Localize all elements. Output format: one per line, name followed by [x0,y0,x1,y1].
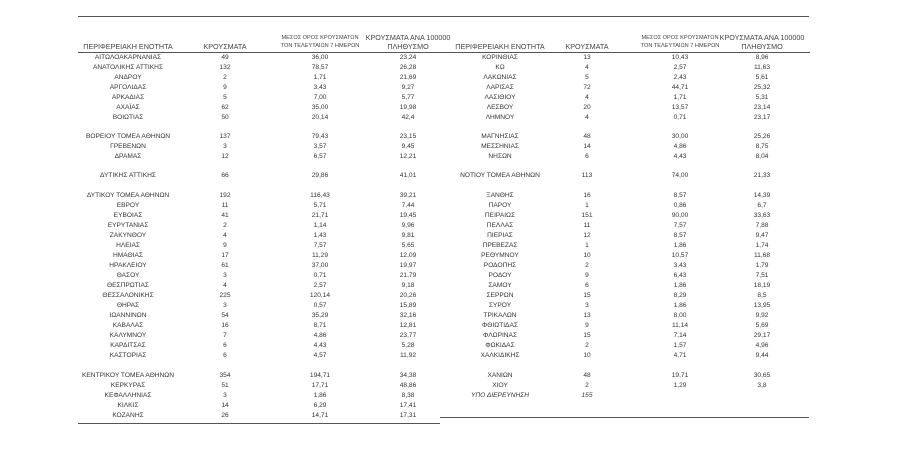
cell-region: ΗΛΕΙΑΣ [116,242,140,249]
cell-cases: 13 [583,54,591,61]
cell-per100k: 8,38 [401,392,415,399]
cell-cases: 16 [583,192,591,199]
cell-avg7: 74,00 [671,172,689,179]
cell-cases: 6 [585,282,589,289]
cell-cases: 9 [223,84,227,91]
cell-cases: 2 [585,262,589,269]
cell-cases: 9 [585,322,589,329]
cell-avg7: 1,71 [313,74,327,81]
cell-per100k: 9,44 [755,352,769,359]
cell-region: ΑΝΔΡΟΥ [114,74,142,81]
header-per100k-line1: ΚΡΟΥΣΜΑΤΑ ΑΝΑ 100000 [719,33,805,42]
cell-per100k: 7,44 [401,202,415,209]
cell-per100k: 8,75 [755,143,769,150]
cell-avg7: 6,43 [673,272,687,279]
cell-avg7: 4,43 [313,342,327,349]
cell-region: ΛΑΡΙΣΑΣ [486,84,514,91]
cell-per100k: 4,96 [755,342,769,349]
cell-region: ΧΑΛΚΙΔΙΚΗΣ [480,352,520,359]
cell-region: ΘΑΣΟΥ [116,272,140,279]
cell-cases: 4 [585,94,589,101]
cell-per100k: 5,77 [401,94,415,101]
cell-avg7: 8,29 [673,292,687,299]
top-rule [78,16,809,17]
cell-region: ΘΗΡΑΣ [116,302,140,309]
cell-avg7: 35,29 [311,312,329,319]
cell-avg7: 3,43 [313,84,327,91]
cell-cases: 41 [221,212,229,219]
cell-per100k: 48,86 [399,382,417,389]
cell-cases: 4 [585,64,589,71]
cell-avg7: 13,57 [671,104,689,111]
cell-cases: 192 [219,192,231,199]
cell-per100k: 9,18 [401,282,415,289]
header-per100k-line2: ΠΛΗΘΥΣΜΟ [741,42,783,51]
cell-cases: 5 [585,74,589,81]
cell-region: ΡΕΘΥΜΝΟΥ [481,252,519,259]
cell-region: ΔΥΤΙΚΟΥ ΤΟΜΕΑ ΑΘΗΝΩΝ [86,192,170,199]
cell-region: ΑΝΑΤΟΛΙΚΗΣ ΑΤΤΙΚΗΣ [93,64,163,71]
cell-avg7: 17,71 [311,382,329,389]
cell-region: ΠΡΕΒΕΖΑΣ [482,242,518,249]
cell-region: ΤΡΙΚΑΛΩΝ [483,312,517,319]
cell-avg7: 44,71 [671,84,689,91]
cell-avg7: 4,57 [313,352,327,359]
cell-per100k: 23,17 [753,114,771,121]
cell-per100k: 9,47 [755,232,769,239]
header-per100k-line1: ΚΡΟΥΣΜΑΤΑ ΑΝΑ 100000 [365,33,451,42]
cell-avg7: 7,00 [313,94,327,101]
cell-region: ΡΟΔΟΠΗΣ [483,262,517,269]
cell-avg7: 14,71 [311,412,329,419]
cell-cases: 2 [223,222,227,229]
cell-cases: 17 [221,252,229,259]
cell-avg7: 11,14 [671,322,688,329]
cell-avg7: 10,57 [671,252,689,259]
cell-cases: 9 [223,242,227,249]
header-cases: ΚΡΟΥΣΜΑΤΑ [565,42,609,51]
cell-region: ΦΩΚΙΔΑΣ [485,342,515,349]
cell-avg7: 30,00 [671,133,689,140]
cell-region: ΕΒΡΟΥ [116,202,140,209]
cell-cases: 3 [223,302,227,309]
cell-cases: 151 [581,212,593,219]
cell-avg7: 2,43 [673,74,687,81]
cell-per100k: 39,21 [399,192,417,199]
cell-cases: 1 [585,242,589,249]
cell-region: ΚΑΣΤΟΡΙΑΣ [109,352,147,359]
cell-avg7: 79,43 [311,133,329,140]
cell-avg7: 4,86 [313,332,327,339]
cell-region: ΦΘΙΩΤΙΔΑΣ [482,322,518,329]
cell-region: ΒΟΙΩΤΙΑΣ [112,114,144,121]
cell-region: ΝΗΣΩΝ [488,153,512,160]
cell-cases: 4 [223,232,227,239]
cell-cases: 54 [221,312,229,319]
cell-region: ΚΕΦΑΛΛΗΝΙΑΣ [104,392,152,399]
cell-region: ΧΙΟΥ [492,382,508,389]
cell-per100k: 1,74 [755,242,769,249]
cell-cases: 2 [585,342,589,349]
cell-avg7: 8,71 [313,322,327,329]
cell-per100k: 5,69 [755,322,769,329]
cell-cases: 155 [581,392,593,399]
cell-avg7: 29,86 [311,172,329,179]
cell-avg7: 5,71 [313,202,327,209]
cell-cases: 6 [585,153,589,160]
cell-per100k: 32,16 [399,312,417,319]
cell-per100k: 1,79 [755,262,769,269]
cell-region: ΗΡΑΚΛΕΙΟΥ [109,262,147,269]
cell-avg7: 1,86 [673,302,687,309]
cell-cases: 1 [585,202,589,209]
cell-avg7: 194,71 [309,372,331,379]
cell-avg7: 19,71 [671,372,689,379]
cell-cases: 3 [223,143,227,150]
cell-cases: 6 [223,352,227,359]
cell-cases: 137 [219,133,231,140]
cell-cases: 10 [583,352,591,359]
cell-per100k: 25,32 [753,84,771,91]
cell-cases: 6 [223,342,227,349]
cell-region: ΔΥΤΙΚΗΣ ΑΤΤΙΚΗΣ [100,172,156,179]
cell-avg7: 0,86 [673,202,687,209]
cell-region: ΚΕΡΚΥΡΑΣ [110,382,146,389]
cell-per100k: 8,96 [755,54,769,61]
cell-region: ΠΕΙΡΑΙΩΣ [484,212,516,219]
cell-avg7: 20,14 [311,114,329,121]
cell-per100k: 12,21 [399,153,417,160]
cell-region: ΡΟΔΟΥ [488,272,512,279]
header-region: ΠΕΡΙΦΕΡΕΙΑΚΗ ΕΝΟΤΗΤΑ [455,42,545,51]
cell-per100k: 20,26 [399,292,417,299]
cell-region: ΛΑΣΙΘΙΟΥ [484,94,516,101]
cell-region: ΑΡΚΑΔΙΑΣ [111,94,145,101]
cell-cases: 51 [221,382,229,389]
cell-per100k: 8,5 [757,292,767,299]
cell-per100k: 25,26 [753,133,771,140]
cell-avg7: 4,86 [673,143,687,150]
cell-per100k: 19,97 [399,262,417,269]
cell-cases: 354 [219,372,231,379]
cell-cases: 61 [221,262,229,269]
cell-per100k: 23,14 [753,104,771,111]
header-cases: ΚΡΟΥΣΜΑΤΑ [203,42,247,51]
cell-avg7: 1,14 [313,222,327,229]
cell-per100k: 13,95 [753,302,771,309]
cell-region: ΕΥΒΟΙΑΣ [113,212,143,219]
cell-per100k: 18,19 [753,282,771,289]
cell-per100k: 11,63 [753,64,770,71]
cell-per100k: 41,01 [399,172,417,179]
cell-avg7: 1,29 [673,382,687,389]
cell-region: ΛΑΚΩΝΙΑΣ [483,74,517,81]
cell-cases: 7 [223,332,227,339]
cell-per100k: 26,28 [399,64,417,71]
cell-cases: 225 [219,292,231,299]
cell-cases: 66 [221,172,229,179]
cell-cases: 11 [583,222,591,229]
cell-region: ΥΠΟ ΔΙΕΡΕΥΝΗΣΗ [471,392,529,399]
cell-avg7: 21,71 [311,212,329,219]
header-avg7-line1: ΜΕΣΟΣ ΟΡΟΣ ΚΡΟΥΣΜΑΤΩΝ [641,35,719,41]
cell-cases: 11 [221,202,229,209]
cell-cases: 113 [581,172,593,179]
cell-region: ΧΑΝΙΩΝ [487,372,513,379]
cell-region: ΖΑΚΥΝΘΟΥ [109,232,147,239]
cell-region: ΚΙΛΚΙΣ [117,402,139,409]
cell-avg7: 37,00 [311,262,329,269]
cell-avg7: 7,57 [313,242,327,249]
cell-avg7: 1,86 [673,282,687,289]
header-underline [78,52,810,53]
cell-per100k: 33,63 [753,212,771,219]
cell-region: ΦΛΩΡΙΝΑΣ [482,332,518,339]
cell-per100k: 11,68 [753,252,770,259]
cell-cases: 2 [585,382,589,389]
cell-per100k: 42,4 [401,114,415,121]
cell-per100k: 5,28 [401,342,415,349]
cell-cases: 4 [585,114,589,121]
cell-per100k: 5,65 [401,242,415,249]
cell-per100k: 29,17 [753,332,771,339]
cell-cases: 3 [585,302,589,309]
cell-avg7: 3,57 [313,143,327,150]
cell-region: ΔΡΑΜΑΣ [114,153,142,160]
header-per100k-line2: ΠΛΗΘΥΣΜΟ [387,42,429,51]
cell-cases: 50 [221,114,229,121]
cell-cases: 15 [583,292,591,299]
cell-avg7: 0,71 [313,272,327,279]
cell-per100k: 34,38 [399,372,417,379]
cell-per100k: 19,98 [399,104,417,111]
cell-per100k: 9,96 [401,222,415,229]
cell-avg7: 1,86 [673,242,687,249]
cell-per100k: 12,09 [399,252,417,259]
cell-cases: 2 [223,74,227,81]
cell-cases: 132 [219,64,231,71]
cell-region: ΞΑΝΘΗΣ [486,192,514,199]
header-avg7-line2: ΤΟΝ ΤΕΛΕΥΤΑΙΩΝ 7 ΗΜΕΡΩΝ [280,43,360,49]
cell-per100k: 17,41 [399,402,417,409]
cell-avg7: 8,00 [673,312,687,319]
cell-cases: 72 [583,84,591,91]
cell-avg7: 1,71 [673,94,687,101]
cell-region: ΕΥΡΥΤΑΝΙΑΣ [107,222,149,229]
cell-region: ΛΕΣΒΟΥ [486,104,514,111]
cell-avg7: 1,43 [313,232,327,239]
cell-per100k: 30,65 [753,372,771,379]
cell-per100k: 9,92 [755,312,769,319]
cell-avg7: 8,57 [673,232,687,239]
cell-avg7: 116,43 [310,192,330,199]
cell-per100k: 15,89 [399,302,417,309]
cell-cases: 12 [583,232,591,239]
cell-per100k: 5,31 [755,94,769,101]
cell-cases: 48 [583,133,591,140]
cell-per100k: 23,15 [399,133,417,140]
cell-per100k: 6,7 [757,202,767,209]
cell-region: ΚΑΒΑΛΑΣ [112,322,144,329]
cell-avg7: 78,57 [311,64,329,71]
cell-avg7: 8,57 [673,192,687,199]
cell-cases: 15 [583,332,591,339]
cell-region: ΚΑΡΔΙΤΣΑΣ [110,342,146,349]
cell-per100k: 23,77 [399,332,417,339]
cell-per100k: 12,81 [399,322,417,329]
cell-region: ΚΕΝΤΡΙΚΟΥ ΤΟΜΕΑ ΑΘΗΝΩΝ [82,372,174,379]
cell-cases: 26 [221,412,229,419]
cell-region: ΙΩΑΝΝΙΝΩΝ [109,312,147,319]
cell-avg7: 2,57 [673,64,687,71]
cell-per100k: 21,79 [399,272,417,279]
cell-avg7: 6,29 [313,402,327,409]
cell-per100k: 11,92 [399,352,416,359]
cell-avg7: 2,57 [313,282,327,289]
cell-cases: 14 [583,143,591,150]
cell-avg7: 1,57 [673,342,687,349]
header-region: ΠΕΡΙΦΕΡΕΙΑΚΗ ΕΝΟΤΗΤΑ [83,42,173,51]
cell-cases: 13 [583,312,591,319]
cell-region: ΘΕΣΠΡΩΤΙΑΣ [106,282,150,289]
cell-cases: 3 [223,392,227,399]
cell-avg7: 0,57 [313,302,327,309]
cell-avg7: 36,00 [311,54,329,61]
cell-per100k: 17,31 [399,412,417,419]
cell-cases: 48 [583,372,591,379]
cell-region: ΜΕΣΣΗΝΙΑΣ [481,143,519,150]
left-bottom-rule [78,423,440,424]
cell-region: ΓΡΕΒΕΝΩΝ [110,143,146,150]
cell-region: ΚΟΡΙΝΘΙΑΣ [482,54,518,61]
cell-cases: 3 [223,272,227,279]
cell-region: ΑΙΤΩΛΟΑΚΑΡΝΑΝΙΑΣ [94,54,162,61]
cell-per100k: 3,8 [757,382,767,389]
cell-region: ΒΟΡΕΙΟΥ ΤΟΜΕΑ ΑΘΗΝΩΝ [85,133,171,140]
cell-region: ΜΑΓΝΗΣΙΑΣ [481,133,519,140]
cell-region: ΠΑΡΟΥ [488,202,512,209]
cell-avg7: 10,43 [671,54,689,61]
cell-cases: 5 [223,94,227,101]
cell-avg7: 90,00 [671,212,689,219]
cell-per100k: 21,69 [399,74,417,81]
cell-per100k: 23,24 [399,54,417,61]
cell-avg7: 0,71 [673,114,687,121]
header-avg7-line2: ΤΟΝ ΤΕΛΕΥΤΑΙΩΝ 7 ΗΜΕΡΩΝ [640,43,720,49]
cell-region: ΚΑΛΥΜΝΟΥ [109,332,147,339]
cell-region: ΘΕΣΣΑΛΟΝΙΚΗΣ [102,292,154,299]
cell-per100k: 9,27 [401,84,415,91]
cell-region: ΝΟΤΙΟΥ ΤΟΜΕΑ ΑΘΗΝΩΝ [460,172,540,179]
cell-region: ΛΗΜΝΟΥ [485,114,515,121]
cell-region: ΠΙΕΡΙΑΣ [487,232,513,239]
cell-cases: 20 [583,104,591,111]
cell-per100k: 21,33 [753,172,771,179]
cell-per100k: 7,88 [755,222,769,229]
cell-avg7: 11,29 [311,252,328,259]
cell-avg7: 1,86 [313,392,327,399]
cell-region: ΑΡΓΟΛΙΔΑΣ [109,84,147,91]
cell-region: ΠΕΛΛΑΣ [486,222,514,229]
cell-cases: 9 [585,272,589,279]
cell-avg7: 7,14 [673,332,687,339]
cell-cases: 4 [223,282,227,289]
cell-region: ΣΥΡΟΥ [488,302,512,309]
cell-cases: 16 [221,322,229,329]
cell-cases: 10 [583,252,591,259]
cell-per100k: 5,61 [755,74,769,81]
cell-cases: 12 [221,153,229,160]
cell-avg7: 3,43 [673,262,687,269]
cell-per100k: 7,51 [755,272,769,279]
cell-region: ΣΑΜΟΥ [488,282,512,289]
cell-region: ΣΕΡΡΩΝ [486,292,514,299]
cell-per100k: 14,39 [753,192,771,199]
cell-cases: 49 [221,54,229,61]
cell-per100k: 8,04 [755,153,769,160]
cell-avg7: 7,57 [673,222,687,229]
cell-region: ΚΟΖΑΝΗΣ [112,412,144,419]
cell-per100k: 9,81 [401,232,415,239]
cell-region: ΚΩ [495,64,505,71]
cell-per100k: 19,45 [399,212,417,219]
cell-avg7: 35,00 [311,104,329,111]
cell-cases: 14 [221,402,229,409]
cell-avg7: 4,43 [673,153,687,160]
cell-per100k: 9,45 [401,143,415,150]
header-avg7-line1: ΜΕΣΟΣ ΟΡΟΣ ΚΡΟΥΣΜΑΤΩΝ [281,35,359,41]
cell-avg7: 4,71 [673,352,687,359]
cell-avg7: 120,14 [309,292,331,299]
cell-cases: 62 [221,104,229,111]
cell-region: ΑΧΑΪΑΣ [116,104,140,111]
cell-region: ΗΜΑΘΙΑΣ [113,252,143,259]
right-bottom-rule [440,417,809,418]
cell-avg7: 6,57 [313,153,327,160]
